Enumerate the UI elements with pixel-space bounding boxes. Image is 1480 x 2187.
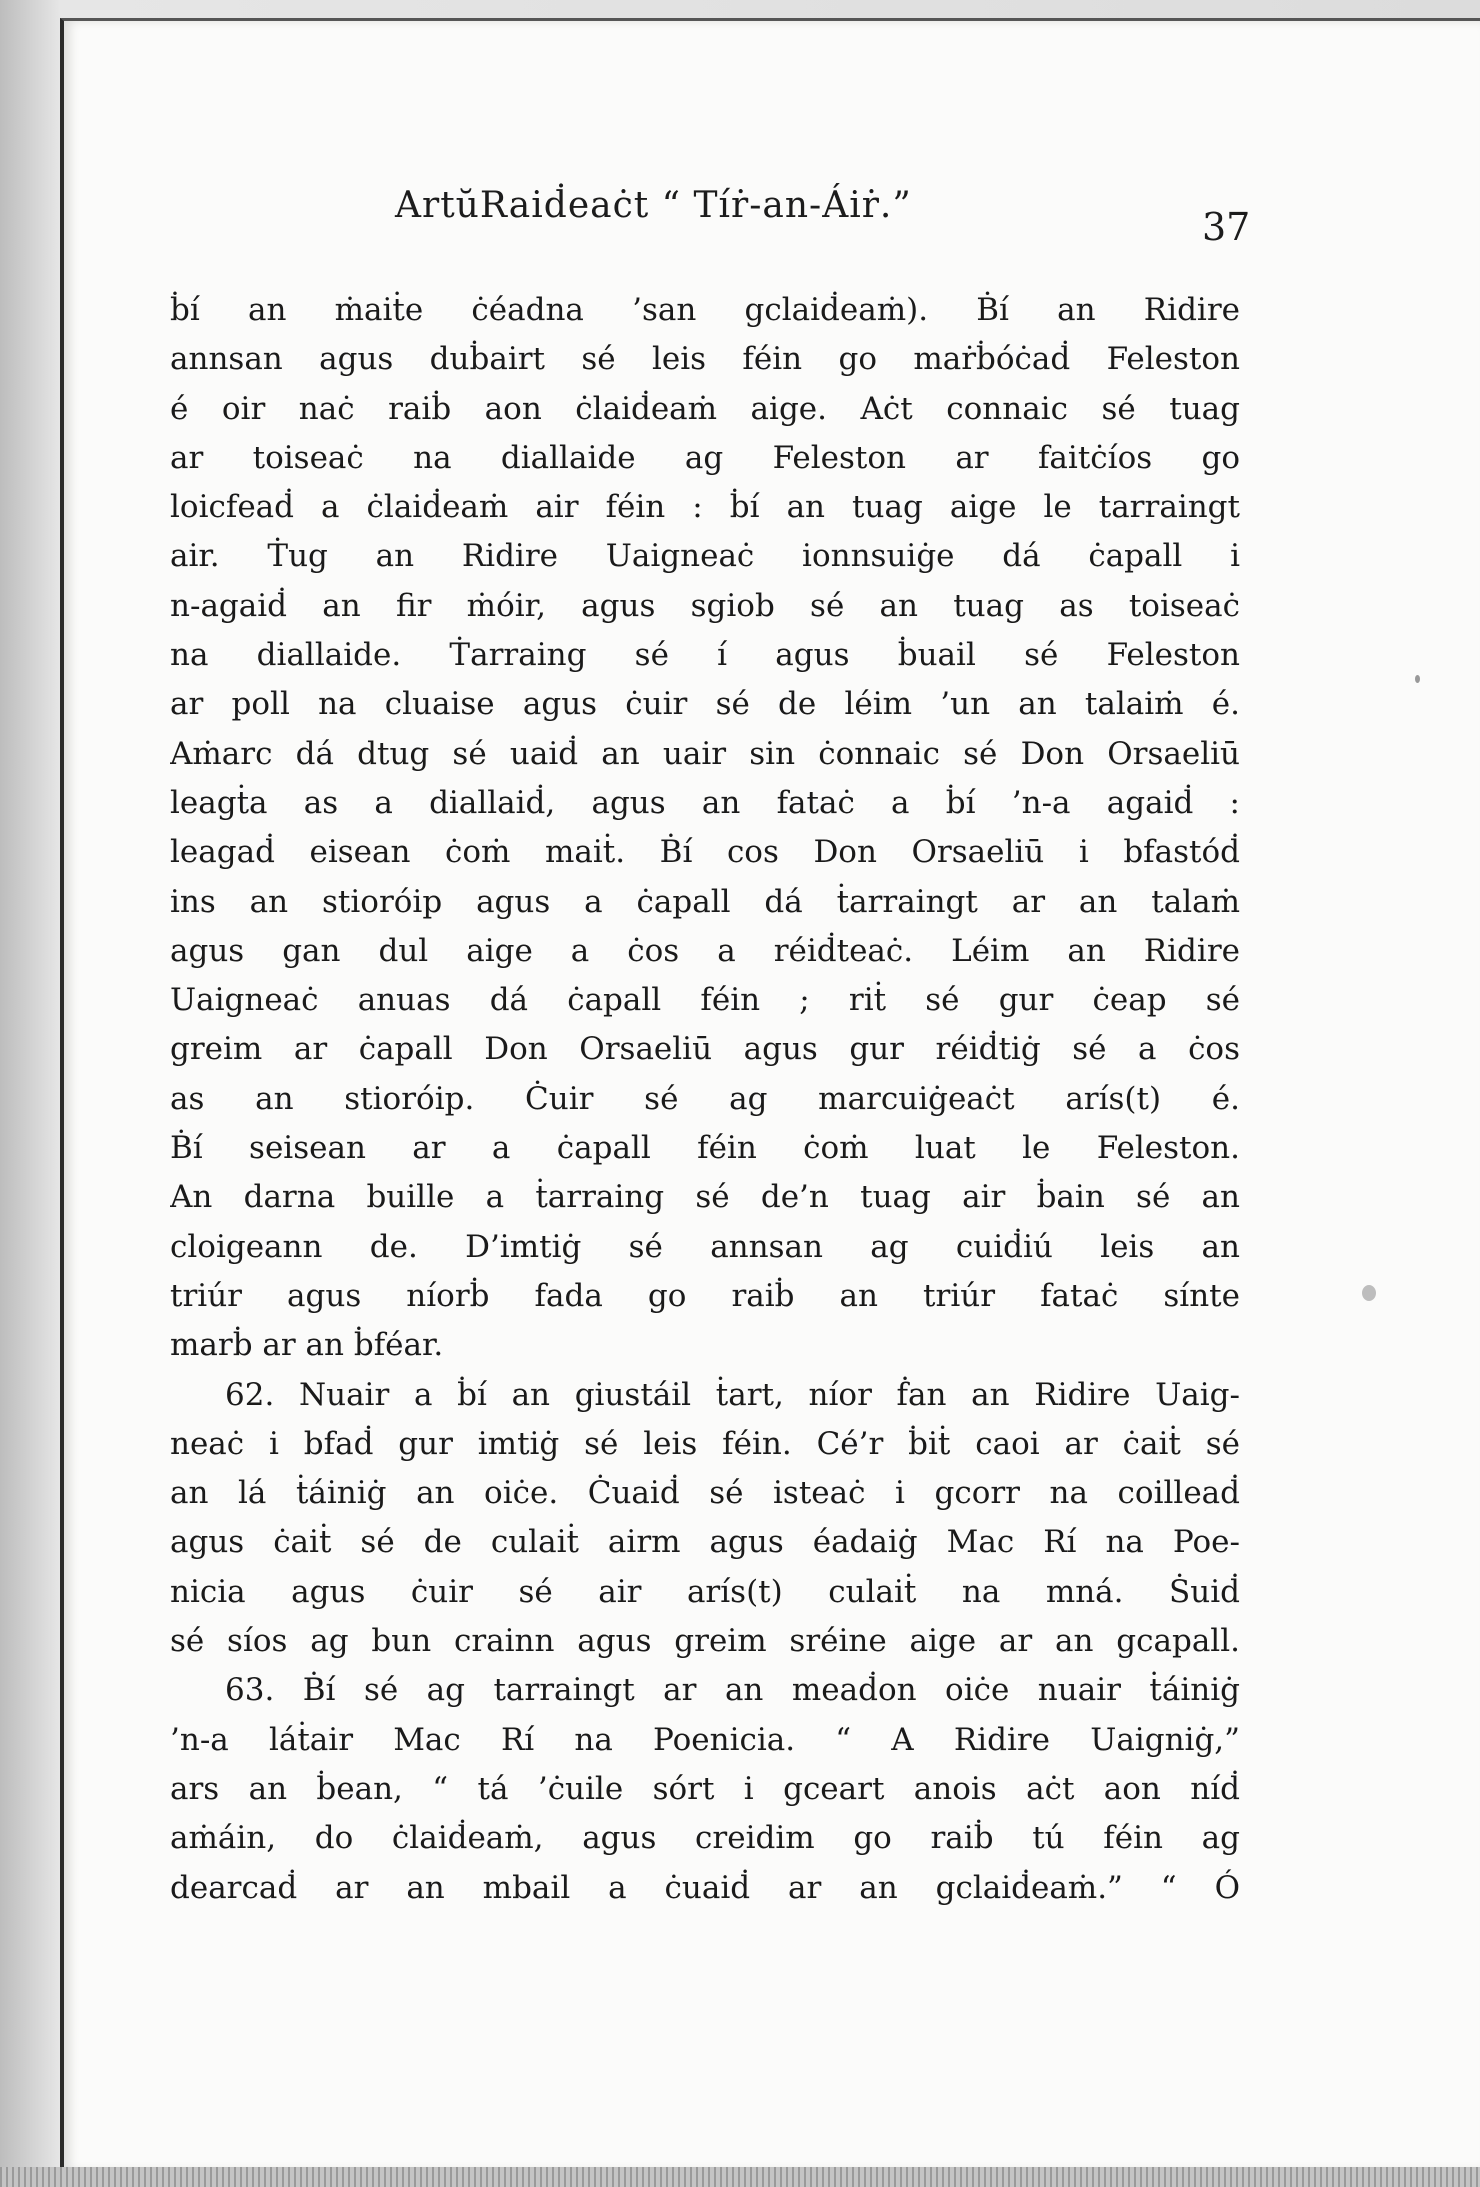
text-line: ar toiseaċ na diallaide ag Feleston ar faitċíos go bbox=[170, 439, 1240, 476]
paper-fleck bbox=[1415, 675, 1420, 683]
text-line: ars an ḃean, “ tá ’ċuile sórt i gceart anois aċt aon níḋ bbox=[170, 1770, 1240, 1807]
text-line: annsan agus duḃairt sé leis féin go maṙḃóċaḋ Feleston bbox=[170, 341, 1240, 378]
body-text bbox=[170, 286, 1240, 1913]
text-line: cloigeann de. D’imtiġ sé annsan ag cuiḋiú leis an bbox=[170, 1228, 1240, 1265]
text-line: ’n-a láṫair Mac Rí na Poenicia. “ A Ridire Uaigniġ,” bbox=[170, 1721, 1240, 1758]
text-line: n-agaiḋ an fir ṁóir, agus sgiob sé an tuag as toiseaċ bbox=[170, 587, 1240, 624]
text-line: na diallaide. Ṫarraing sé í agus ḃuail sé Feleston bbox=[170, 637, 1240, 674]
text-line: agus ċaiṫ sé de culaiṫ airm agus éadaiġ Mac Rí na Poe- bbox=[170, 1524, 1240, 1561]
text-line: ḃí an ṁaiṫe ċéadna ’san gclaiḋeaṁ). Ḃí an Ridire bbox=[170, 292, 1240, 328]
text-line: é oir naċ raiḃ aon ċlaiḋeaṁ aige. Aċt connaic sé tuag bbox=[170, 390, 1240, 427]
text-line: air. Ṫug an Ridire Uaigneaċ ionnsuiġe dá ċapall i bbox=[170, 538, 1240, 575]
text-line: Uaigneaċ anuas dá ċapall féin ; riṫ sé gur ċeap sé bbox=[170, 982, 1240, 1019]
text-line: an lá ṫáiniġ an oiċe. Ċuaiḋ sé isteaċ i gcorr na coilleaḋ bbox=[170, 1475, 1240, 1512]
text-line: agus gan dul aige a ċos a réiḋteaċ. Léim an Ridire bbox=[170, 932, 1240, 969]
text-line: triúr agus níorḃ fada go raiḃ an triúr fataċ sínte bbox=[170, 1277, 1240, 1314]
text-line: Ḃí seisean ar a ċapall féin ċoṁ luat le Feleston. bbox=[170, 1130, 1240, 1167]
text-line: marḃ ar an ḃféar. bbox=[170, 1327, 444, 1364]
text-line: Aṁarc dá dtug sé uaiḋ an uair sin ċonnaic sé Don Orsaeliū bbox=[170, 735, 1240, 772]
text-line: loicfeaḋ a ċlaiḋeaṁ air féin : ḃí an tuag aige le tarraingt bbox=[170, 489, 1240, 526]
page-number: 37 bbox=[1202, 205, 1251, 249]
text-line: aṁáin, do ċlaiḋeaṁ, agus creidim go raiḃ tú féin ag bbox=[170, 1820, 1240, 1857]
text-line: nicia agus ċuir sé air arís(t) culaiṫ na mná. Ṡuiḋ bbox=[170, 1573, 1240, 1610]
text-line: ins an stioróip agus a ċapall dá ṫarraingt ar an talaṁ bbox=[170, 883, 1240, 920]
text-line: neaċ i bfaḋ gur imtiġ sé leis féin. Cé’r ḃiṫ caoi ar ċaiṫ sé bbox=[170, 1425, 1240, 1462]
running-head: ArtŭRaiḋeaċt “ Tíṙ-an-Áiṙ.” bbox=[395, 185, 912, 226]
text-line: 62. Nuair a ḃí an giustáil ṫart, níor ḟan an Ridire Uaig- bbox=[225, 1376, 1240, 1413]
text-line: dearcaḋ ar an mbail a ċuaiḋ ar an gclaiḋeaṁ.” “ Ó bbox=[170, 1869, 1240, 1906]
paper-fleck bbox=[1362, 1285, 1376, 1301]
text-line: ar poll na cluaise agus ċuir sé de léim ’un an talaiṁ é. bbox=[170, 686, 1240, 723]
scan-edge bbox=[0, 2167, 1480, 2187]
text-line: An darna buille a ṫarraing sé de’n tuag air ḃain sé an bbox=[170, 1179, 1240, 1216]
text-line: leagṫa as a diallaiḋ, agus an fataċ a ḃí ’n-a agaiḋ : bbox=[170, 784, 1240, 821]
text-line: greim ar ċapall Don Orsaeliū agus gur réiḋtiġ sé a ċos bbox=[170, 1031, 1240, 1068]
text-line: as an stioróip. Ċuir sé ag marcuiġeaċt arís(t) é. bbox=[170, 1080, 1240, 1117]
text-line: sé síos ag bun crainn agus greim sréine aige ar an gcapall. bbox=[170, 1623, 1240, 1660]
text-line: leagaḋ eisean ċoṁ maiṫ. Ḃí cos Don Orsaeliū i bfastóḋ bbox=[170, 834, 1240, 871]
text-line: 63. Ḃí sé ag tarraingt ar an meaḋon oiċe nuair ṫáiniġ bbox=[225, 1672, 1240, 1709]
